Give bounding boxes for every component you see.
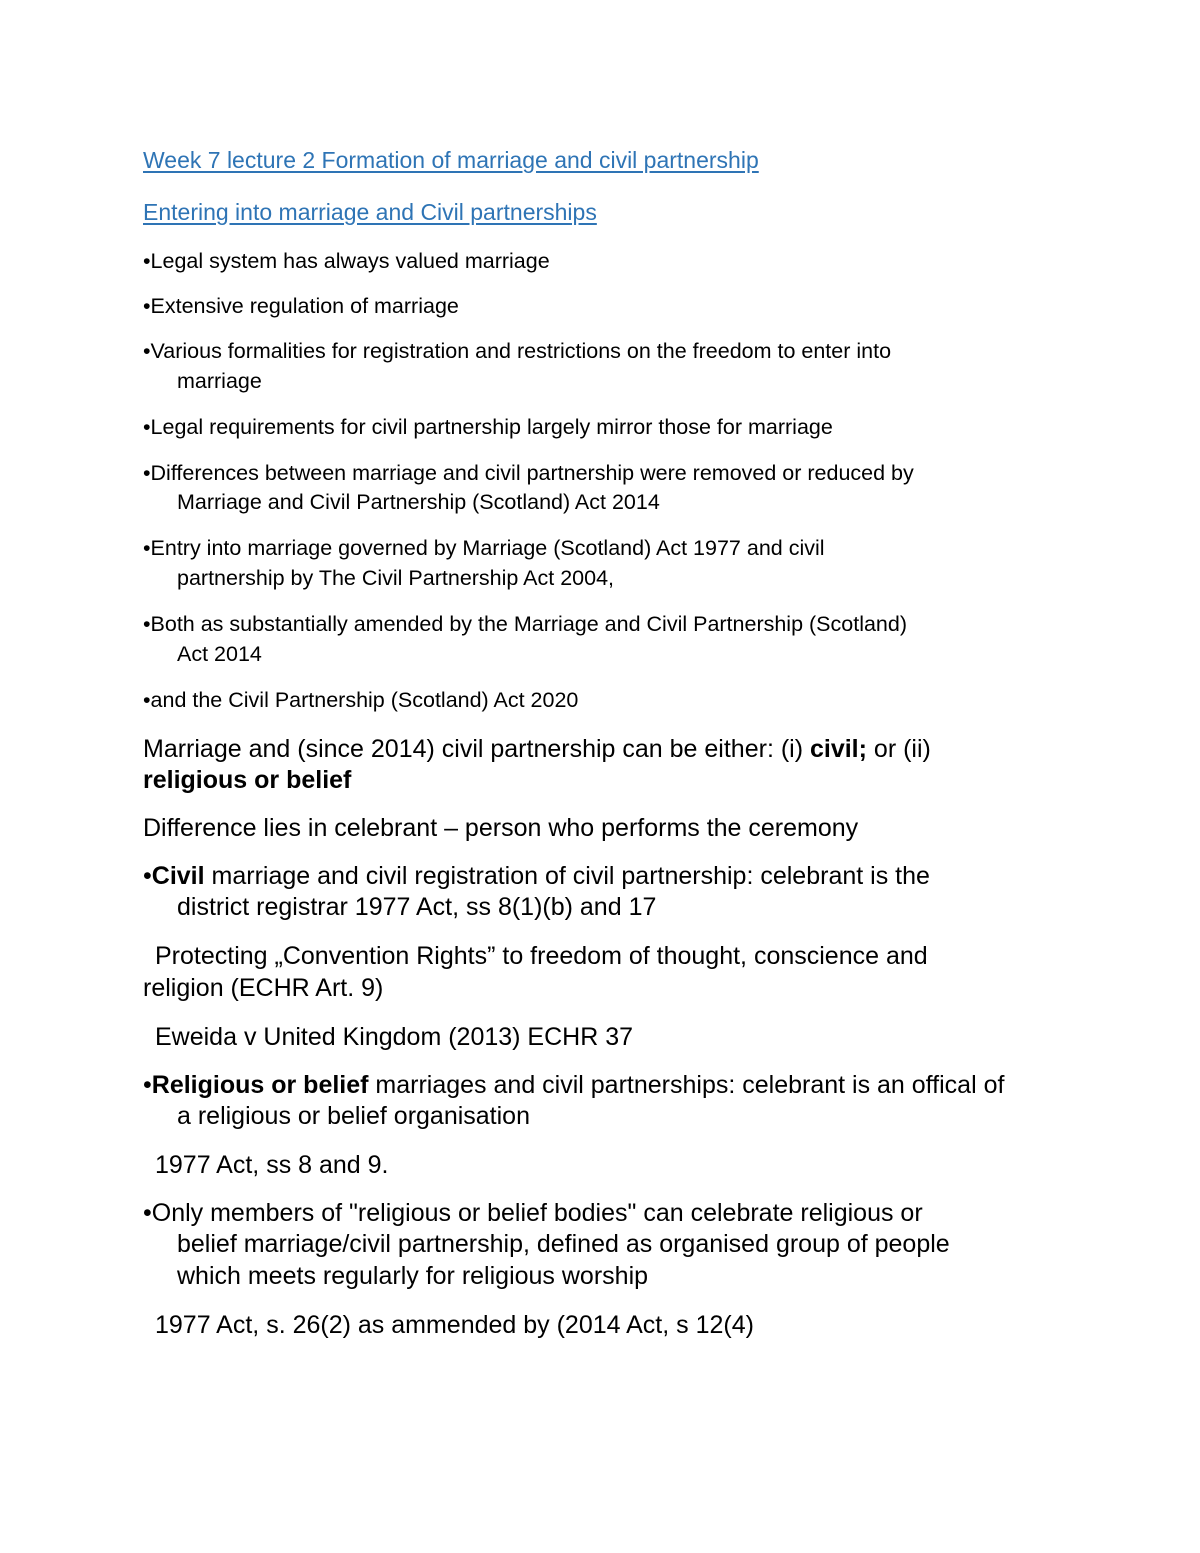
protecting-paragraph-continued: religion (ECHR Art. 9)	[143, 974, 384, 1002]
bullet-item: •Entry into marriage governed by Marriage (Scotland) Act 1977 and civil	[143, 536, 825, 560]
religious-bullet: •	[143, 1071, 152, 1099]
bullet-item: •Both as substantially amended by the Marriage and Civil Partnership (Scotland)	[143, 612, 908, 636]
types-paragraph	[143, 735, 931, 764]
civil-text: marriage and civil registration of civil partnership: celebrant is the	[204, 862, 930, 890]
civil-paragraph	[143, 862, 930, 891]
bullet-item-continued: Act 2014	[177, 642, 262, 666]
bullet-item: •and the Civil Partnership (Scotland) Act 2020	[143, 688, 579, 712]
difference-paragraph: Difference lies in celebrant – person who performs the ceremony	[143, 814, 859, 842]
bullet-item-continued: marriage	[177, 369, 262, 393]
types-religious-bold: religious or belief	[143, 766, 352, 794]
bullet-item-continued: Marriage and Civil Partnership (Scotland) Act 2014	[177, 490, 660, 514]
protecting-paragraph: Protecting „Convention Rights” to freedom of thought, conscience and	[155, 942, 928, 970]
bullet-item: •Differences between marriage and civil partnership were removed or reduced by	[143, 461, 914, 485]
case-citation: Eweida v United Kingdom (2013) ECHR 37	[155, 1023, 634, 1051]
civil-paragraph-continued: district registrar 1977 Act, ss 8(1)(b) and 17	[177, 893, 657, 921]
page-subtitle: Entering into marriage and Civil partnerships	[143, 199, 597, 225]
religious-paragraph-continued: a religious or belief organisation	[177, 1102, 530, 1130]
types-text: Marriage and (since 2014) civil partnership can be either: (i)	[143, 735, 810, 763]
members-paragraph-continued: which meets regularly for religious worship	[177, 1262, 649, 1290]
bullet-item: •Various formalities for registration and restrictions on the freedom to enter into	[143, 339, 892, 363]
ref-1977: 1977 Act, ss 8 and 9.	[155, 1151, 389, 1179]
civil-bullet: •	[143, 862, 152, 890]
religious-text: marriages and civil partnerships: celebrant is an offical of	[368, 1071, 1005, 1099]
religious-paragraph	[143, 1071, 1004, 1100]
religious-bold: Religious or belief	[151, 1071, 369, 1099]
types-civil: civil;	[809, 735, 867, 763]
types-religious	[143, 766, 351, 795]
members-paragraph-continued: belief marriage/civil partnership, defined as organised group of people	[177, 1230, 950, 1258]
bullet-item: •Legal system has always valued marriage	[143, 249, 550, 273]
civil-bold: Civil	[151, 862, 205, 890]
page-title: Week 7 lecture 2 Formation of marriage and civil partnership	[143, 147, 759, 173]
bullet-item: •Legal requirements for civil partnership largely mirror those for marriage	[143, 415, 833, 439]
bullet-item-continued: partnership by The Civil Partnership Act 2004,	[177, 566, 615, 590]
types-text-end: or (ii)	[866, 735, 931, 763]
bullet-item: •Extensive regulation of marriage	[143, 294, 459, 318]
members-paragraph: •Only members of "religious or belief bodies" can celebrate religious or	[143, 1199, 923, 1227]
amended-reference: 1977 Act, s. 26(2) as ammended by (2014 Act, s 12(4)	[155, 1311, 754, 1339]
